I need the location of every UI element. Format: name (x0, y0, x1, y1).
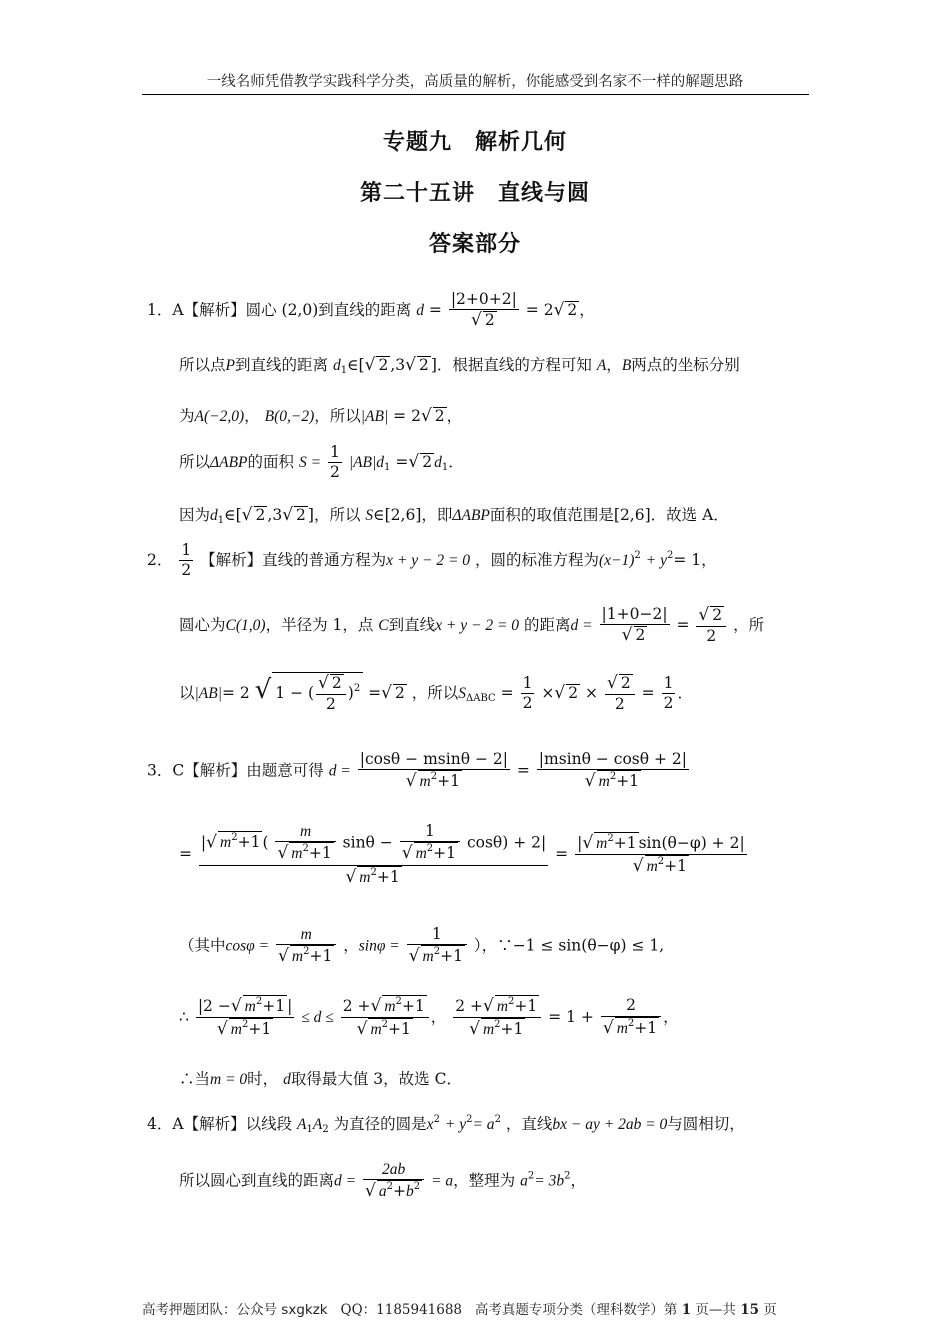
q4-line1: 4．A【解析】以线段 $A_1A_2$ 为直径的圆是$x^2 + y^2= a^2$ ，直线bx − ay + 2ab = 0与圆相切， (147, 1114, 745, 1135)
q2-line3: 以|AB|= 2 √ 1 − ( $\frac{√ 2}{2}$ )$^2$ =√ 2 ，所以$S_{\Delta ABC}$ = $\frac{1}{2}$ ×√ 2 × $\frac{√ 2}{2}$ = $\frac{1}{2}$ ． (179, 673, 693, 714)
q3-line2: = |√ $m^2+1$ ( $\frac{m}{√ m^2+1}$ sinθ − $\frac{1}{√ m^2+1}$ cosθ) + 2| √ $m^2+1$ = $\frac{|√ m^2+1 \sin(\theta-\varphi) + 2|}{√ m^2+1}$ (179, 822, 745, 887)
q2-line1: 2． $\frac{1}{2}$ 【解析】直线的普通方程为x + y − 2 = 0 ，圆的标准方程为$(x-1)^2 + y^2= 1$， (147, 541, 717, 580)
q1-line4: 所以ΔABP的面积 S = $\frac{1}{2}$ $|AB|d_1$ =√ 2 $d_1$． (179, 443, 464, 482)
lecture-title: 第二十五讲 直线与圆 (359, 181, 590, 206)
topic-title: 专题九 解析几何 (382, 130, 567, 155)
page-header: 一线名师凭借教学实践科学分类，高质量的解析，你能感受到名家不一样的解题思路 (206, 74, 744, 90)
q1-distance-fraction: $\frac{|2+0+2|}{√ 2}$ (450, 290, 517, 331)
page-footer: 高考押题团队：公众号 sxgkzk QQ：1185941688 高考真题专项分类（理科数学）第 1 页—共 15 页 (142, 1302, 777, 1318)
q3-line4: ∴ $\frac{|2 -√ m^2+1 |}{√ m^2+1}$ ≤ d ≤ $\frac{2 +√ m^2+1}{√ m^2+1}$ ， $\frac{2 +√ m^2+1}{√ m^2+1}$ = 1 + $\frac{2}{√ m^2+1}$ ， (179, 996, 679, 1040)
answer-title: 答案部分 (428, 232, 521, 257)
q4-line2: 所以圆心到直线的距离d = $\frac{2ab}{√ a^2+b^2}$ = a，整理为 $a^2= 3b^2$， (179, 1161, 586, 1202)
q3-line1: 3．C【解析】由题意可得 d = $\frac{|\cos\theta - msin\theta - 2|}{√ m^2+1}$ = $\frac{|msin\theta - \cos\theta + 2|}{√ m^2+1}$ (147, 750, 688, 792)
q3-line3: （其中cosφ = $\frac{m}{√ m^2+1}$ ，sinφ = $\frac{1}{√ m^2+1}$ ），∵−1 ≤ sin(θ−φ) ≤ 1, (179, 925, 665, 967)
q1-line2: 所以点P到直线的距离 $d_1\in[√$ 2 ,3√ 2 ]．根据直线的方程可知 A，B两点的坐标分别 (179, 355, 740, 376)
q1-line1: 1．A【解析】圆心 (2,0)到直线的距离 d = $\frac{|2+0+2|}{√ 2}$ = 2√ 2 ， (147, 290, 595, 331)
q3-line5: ∴当m = 0时， d取得最大值 3，故选 C． (179, 1070, 462, 1088)
q1-line3: 为A(−2,0)， B(0,−2)，所以|AB| = 2√ 2 ， (179, 406, 463, 426)
q2-line2: 圆心为C(1,0)，半径为 1，点 C到直线x + y − 2 = 0 的距离d = $\frac{|1+0-2|}{√ 2}$ = $\frac{√ 2}{2}$ ，所 (179, 605, 765, 646)
header-rule (142, 94, 809, 95)
q1-line5: 因为$d_1\in[√$ 2 ,3√ 2 ]，所以 S∈[2,6]，即ΔABP面积的取值范围是[2,6]．故选 A． (179, 505, 729, 526)
